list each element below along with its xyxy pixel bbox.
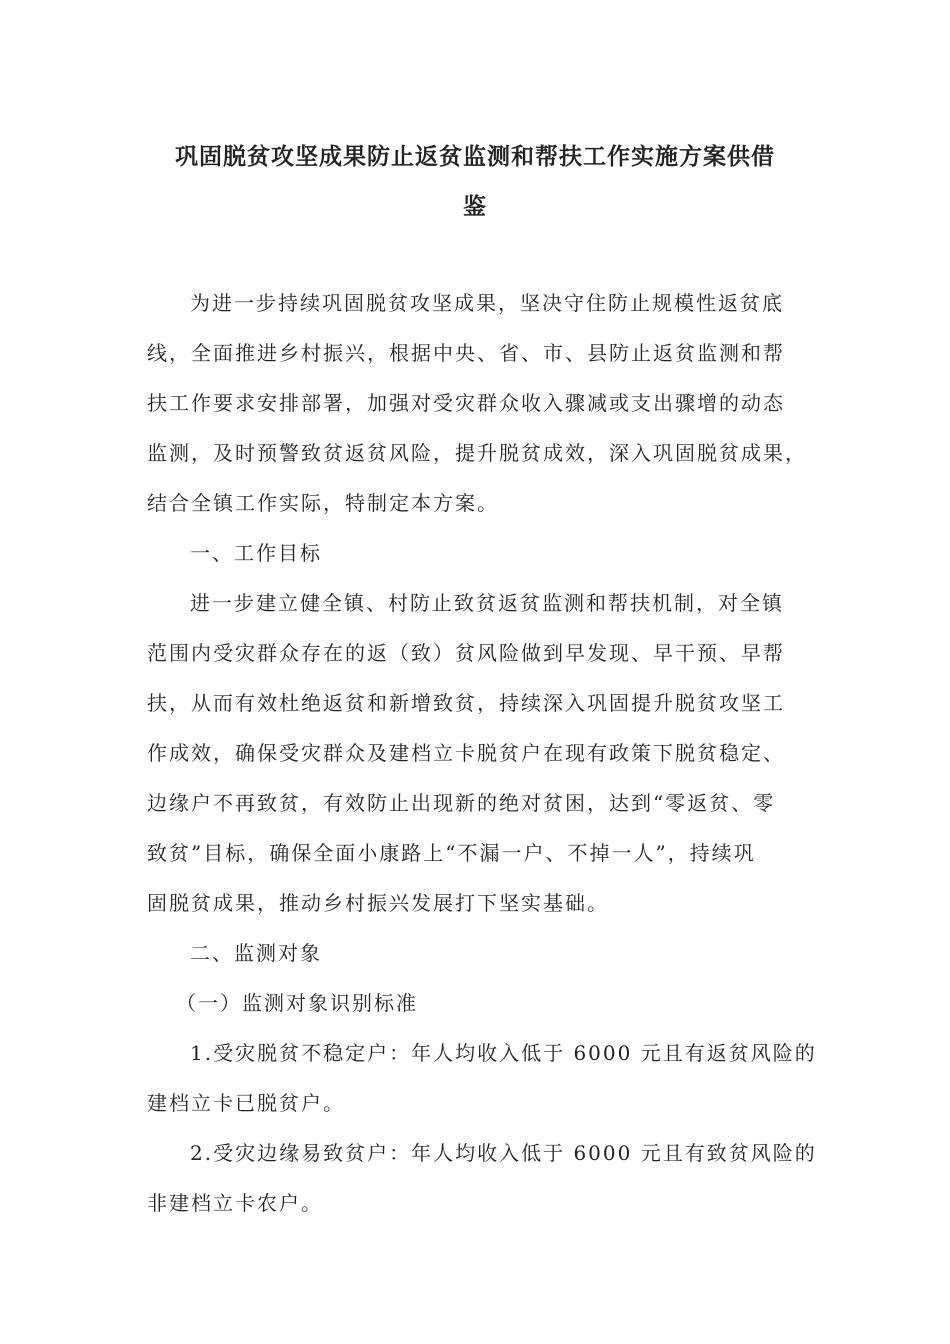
paragraph-line: 致贫”目标，确保全面小康路上“不漏一户、不掉一人”，持续巩 (147, 841, 756, 865)
paragraph-line: 扶工作要求安排部署，加强对受灾群众收入骤减或支出骤增的动态 (147, 391, 785, 415)
paragraph-line: 监测，及时预警致贫返贫风险，提升脱贫成效，深入巩固脱贫成果， (147, 441, 807, 465)
paragraph-line: 进一步建立健全镇、村防止致贫返贫监测和帮扶机制，对全镇 (190, 591, 784, 615)
document-title-line-2: 鉴 (463, 194, 487, 220)
section-heading: 二、监测对象 (190, 941, 322, 965)
paragraph-line: 1.受灾脱贫不稳定户：年人均收入低于 6000 元且有返贫风险的 (190, 1041, 817, 1065)
paragraph-line: 范围内受灾群众存在的返（致）贫风险做到早发现、早干预、早帮 (147, 641, 785, 665)
subsection-heading: （一）监测对象识别标准 (176, 991, 418, 1015)
paragraph-line: 结合全镇工作实际，特制定本方案。 (147, 491, 499, 515)
paragraph-line: 为进一步持续巩固脱贫攻坚成果，坚决守住防止规模性返贫底 (190, 291, 784, 315)
paragraph-line: 边缘户不再致贫，有效防止出现新的绝对贫困，达到“零返贫、零 (147, 791, 776, 815)
paragraph-line: 扶，从而有效杜绝返贫和新增致贫，持续深入巩固提升脱贫攻坚工 (147, 691, 785, 715)
paragraph-line: 非建档立卡农户。 (147, 1191, 323, 1215)
document-title-line-1: 巩固脱贫攻坚成果防止返贫监测和帮扶工作实施方案供借 (175, 144, 775, 170)
paragraph-line: 2.受灾边缘易致贫户：年人均收入低于 6000 元且有致贫风险的 (190, 1141, 817, 1165)
paragraph-line: 线，全面推进乡村振兴，根据中央、省、市、县防止返贫监测和帮 (147, 341, 785, 365)
paragraph-line: 建档立卡已脱贫户。 (147, 1091, 345, 1115)
paragraph-line: 作成效，确保受灾群众及建档立卡脱贫户在现有政策下脱贫稳定、 (147, 741, 785, 765)
section-heading: 一、工作目标 (190, 541, 322, 565)
paragraph-line: 固脱贫成果，推动乡村振兴发展打下坚实基础。 (147, 891, 609, 915)
